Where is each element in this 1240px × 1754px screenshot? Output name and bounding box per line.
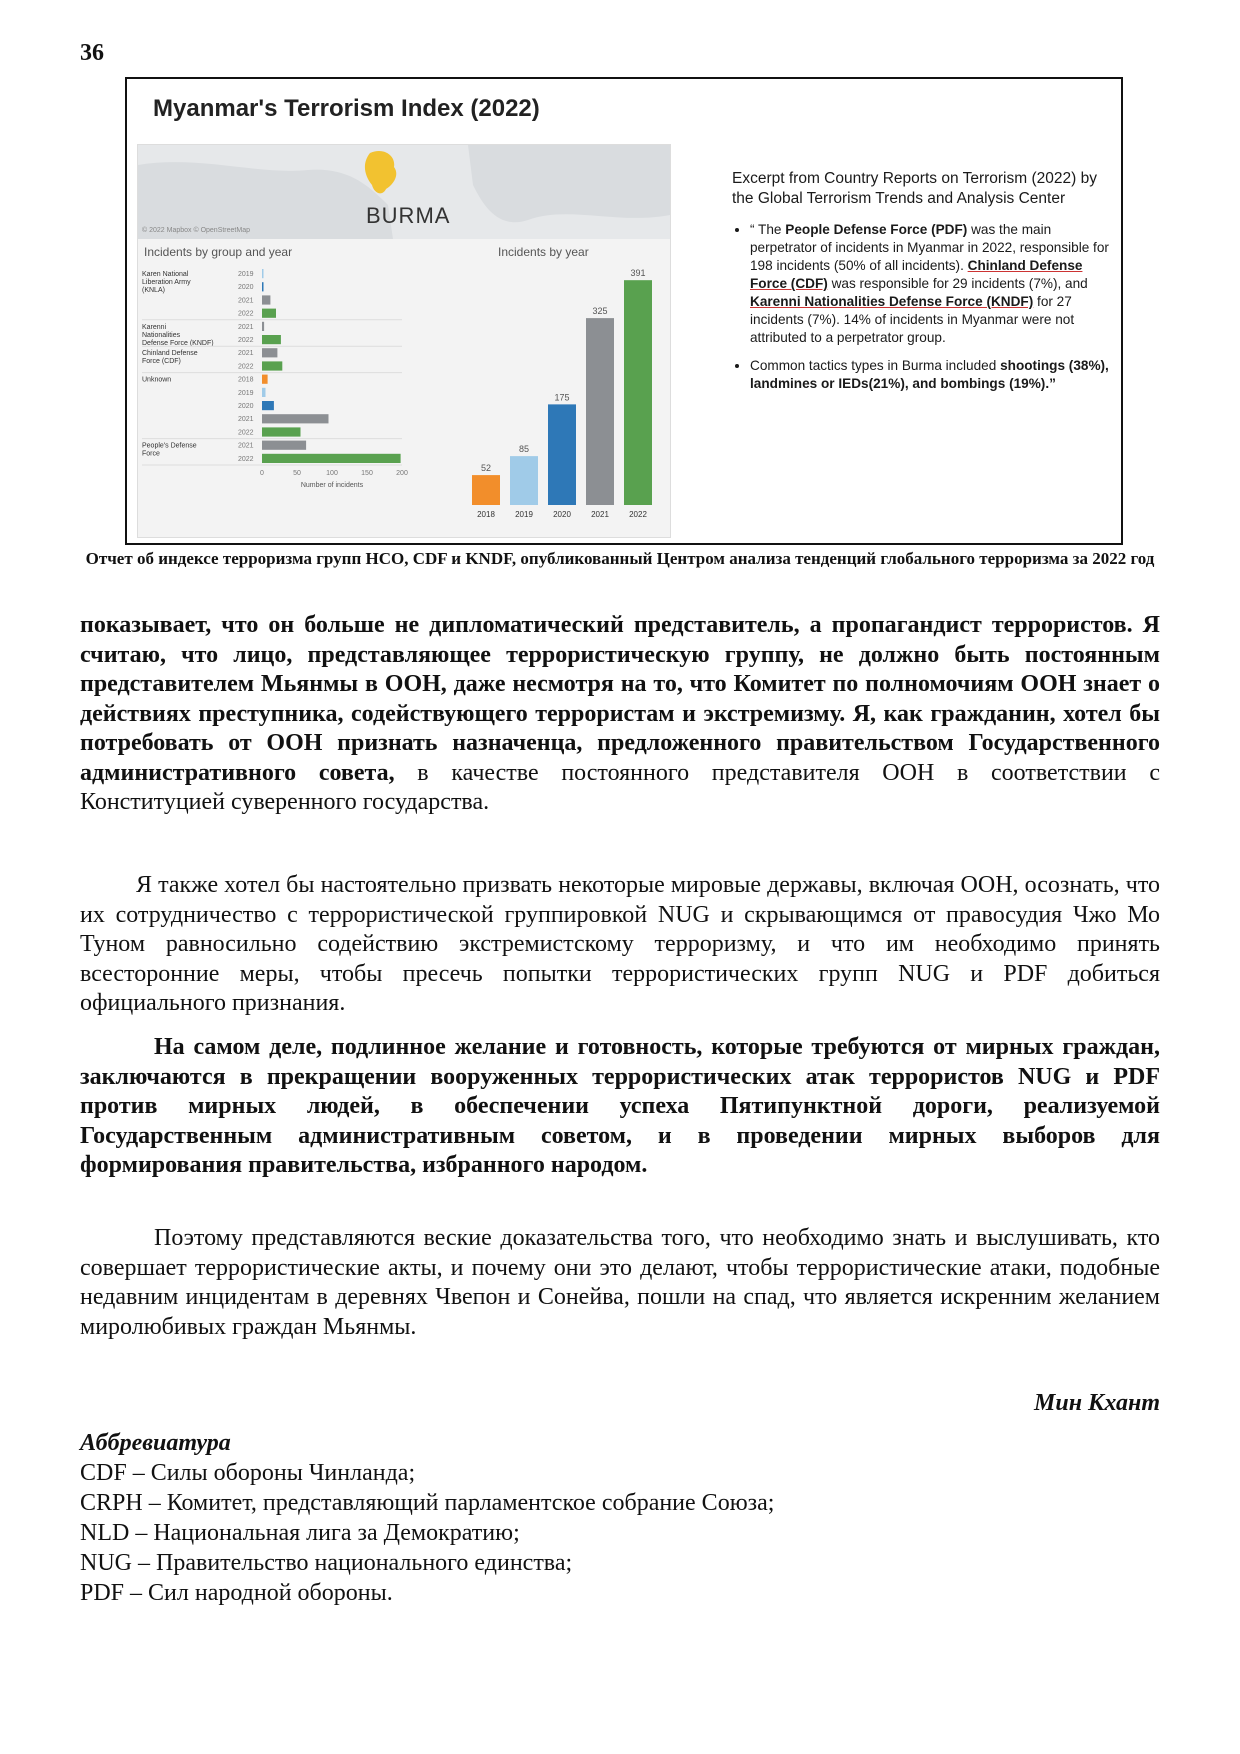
x-tick-label: 50: [293, 470, 301, 477]
abbreviation-item: CRPH – Комитет, представляющий парламентское собрание Союза;: [80, 1490, 775, 1516]
incidents-by-group-chart: [138, 263, 438, 533]
group-label: Force: [142, 450, 160, 458]
group-label: Nationalities: [142, 331, 181, 339]
group-label: (KNLA): [142, 287, 165, 294]
group-bar: [262, 322, 264, 331]
group-label: Unknown: [142, 376, 172, 384]
group-bar: [262, 269, 264, 278]
group-bar: [262, 401, 274, 410]
excerpt-text: was the main perpetrator of incidents in Myanmar in 2022, responsible for 198 incidents (50% of all incidents).: [750, 222, 1109, 273]
group-bar: [262, 282, 264, 291]
incidents-by-year-chart: [466, 255, 656, 535]
year-tick-label: 2020: [238, 403, 254, 410]
year-label: 2020: [553, 510, 571, 519]
bar-value-label: 52: [480, 463, 492, 474]
x-tick-label: 200: [396, 470, 408, 477]
year-bar: [548, 404, 576, 505]
left-chart-heading: Incidents by group and year: [144, 245, 293, 259]
paragraph-3: На самом деле, подлинное желание и готовность, которые требуются от мирных граждан, заключаются в прекращении вооруженных террористических атак террористов NUG и PDF против мирных людей, в обеспечении успеха Пятипунктной дороги, реализуемой Государственным административным советом, и в проведении мирных выборов для формирования правительства, избранного народом.: [80, 1034, 1160, 1178]
group-bar: [262, 361, 282, 370]
excerpt-text: “ The: [750, 222, 786, 237]
excerpt-bold: shootings (38%), landmines or IEDs(21%), and bombings (19%).”: [750, 358, 1109, 391]
year-tick-label: 2022: [238, 363, 254, 371]
year-tick-label: 2022: [238, 429, 254, 437]
paragraph-1: [80, 611, 1160, 818]
abbreviations: [80, 1428, 774, 1608]
map-label: BURMA: [366, 203, 451, 228]
group-label: Chinland Defense: [142, 350, 198, 358]
paragraph-2: Я также хотел бы настоятельно призвать некоторые мировые державы, включая ООН, осознать, что их сотрудничество с террористической группировкой NUG и скрывающимся от правосудия Чжо Мо Туном равносильно содействию экстремистскому терроризму, и что им необходимо принять всесторонние меры, чтобы пресечь попытки террористических групп NUG и PDF добиться официального признания.: [80, 872, 1160, 1016]
excerpt: [732, 169, 1112, 403]
excerpt-text: for 27 incidents (7%). 14% of incidents in Myanmar were not attributed to a perpetrator group.: [750, 294, 1075, 345]
x-tick-label: 150: [361, 470, 373, 477]
group-bar: [262, 441, 306, 450]
x-tick-label: 0: [260, 470, 264, 477]
x-axis-label: Number of incidents: [300, 482, 364, 489]
group-bar: [262, 309, 276, 318]
year-tick-label: 2021: [238, 323, 254, 331]
excerpt-bullet: [750, 221, 1112, 347]
year-tick-label: 2021: [238, 350, 254, 358]
abbreviation-item: PDF – Сил народной обороны.: [80, 1580, 393, 1606]
year-bar: [586, 318, 614, 505]
group-bar: [262, 348, 277, 357]
group-label: Karen National: [142, 271, 189, 278]
dashboard-panel: [137, 144, 671, 538]
group-bar: [262, 454, 401, 463]
x-tick-label: 100: [326, 470, 338, 477]
year-tick-label: 2019: [238, 271, 254, 278]
abbreviation-item: NUG – Правительство национального единства;: [80, 1550, 573, 1576]
page-number: 36: [80, 40, 104, 66]
map-credit: © 2022 Mapbox © OpenStreetMap: [142, 227, 250, 234]
year-label: 2021: [591, 510, 609, 519]
group-bar: [262, 414, 329, 423]
excerpt-text: was responsible for 29 incidents (7%), and: [827, 276, 1088, 291]
group-bar: [262, 427, 301, 436]
year-bar: [510, 456, 538, 505]
group-bar: [262, 335, 281, 344]
year-tick-label: 2022: [238, 310, 254, 318]
bar-value-label: 175: [554, 392, 570, 403]
map-burma: [138, 145, 670, 239]
group-bar: [262, 295, 270, 304]
year-bar: [624, 280, 652, 505]
abbreviation-item: CDF – Силы обороны Чинланда;: [80, 1460, 416, 1486]
paragraph-4: Поэтому представляются веские доказательства того, что необходимо знать и выслушивать, кто совершает террористические акты, и почему они это делают, чтобы террористические атаки, подобные недавним инцидентам в деревнях Чвепон и Сонейва, пошли на спад, что является искренним желанием миролюбивых граждан Мьянмы.: [80, 1225, 1160, 1340]
excerpt-text: Common tactics types in Burma included: [750, 358, 1001, 373]
year-tick-label: 2021: [238, 416, 254, 424]
paragraph-1-bold: показывает, что он больше не дипломатический представитель, а пропагандист террористов. Я считаю, что лицо, представляющее террористическую группу, не должно быть постоянным представителем Мьянмы в ООН, даже несмотря на то, что Комитет по полномочиям ООН знает о действиях преступника, содействующего террористам и экстремизму. Я, как гражданин, хотел бы потребовать от ООН признать назначенца, предложенного правительством Государственного административного совета,: [80, 612, 1160, 786]
paragraph-1-rest: в качестве постоянного представителя ООН в соответствии с Конституцией суверенного государства.: [80, 759, 1160, 815]
abbreviation-item: NLD – Национальная лига за Демократию;: [80, 1520, 520, 1546]
year-label: 2018: [477, 510, 495, 519]
year-tick-label: 2022: [238, 455, 254, 463]
figure-terrorism-index: [125, 77, 1123, 545]
excerpt-bold: Chinland Defense Force (CDF): [750, 258, 1083, 291]
bar-value-label: 391: [630, 268, 646, 279]
figure-caption: Отчет об индексе терроризма групп НСО, CDF и KNDF, опубликованный Центром анализа тенденций глобального терроризма за 2022 год: [85, 549, 1155, 568]
year-label: 2022: [629, 510, 647, 519]
group-label: Force (CDF): [142, 358, 181, 366]
year-tick-label: 2019: [238, 389, 254, 397]
signature: Мин Кхант: [1034, 1390, 1160, 1416]
group-label: Karenni: [142, 323, 167, 331]
year-tick-label: 2022: [238, 337, 254, 344]
right-chart-heading: Incidents by year: [498, 245, 589, 259]
year-bar: [472, 475, 500, 505]
group-bar: [262, 375, 268, 384]
bar-value-label: 325: [592, 306, 608, 317]
group-label: Defense Force (KNDF): [142, 339, 214, 347]
excerpt-list: [732, 221, 1112, 393]
excerpt-bold: People Defense Force (PDF): [785, 222, 968, 237]
year-tick-label: 2020: [238, 284, 254, 292]
year-tick-label: 2018: [238, 376, 254, 384]
group-bar: [262, 388, 266, 397]
year-label: 2019: [515, 510, 533, 519]
year-tick-label: 2021: [238, 442, 254, 450]
bar-value-label: 85: [518, 444, 530, 455]
burma-highlight: [365, 151, 396, 193]
figure-title: Myanmar's Terrorism Index (2022): [153, 95, 540, 122]
excerpt-heading: Excerpt from Country Reports on Terrorism (2022) by the Global Terrorism Trends and Analysis Center: [732, 170, 1097, 207]
excerpt-bullet: [750, 357, 1112, 393]
year-tick-label: 2021: [238, 297, 254, 305]
excerpt-bold: Karenni Nationalities Defense Force (KNDF): [750, 294, 1034, 309]
abbreviations-title: Аббревиатура: [80, 1430, 231, 1456]
group-label: Liberation Army: [142, 279, 191, 286]
group-label: People's Defense: [142, 442, 197, 450]
